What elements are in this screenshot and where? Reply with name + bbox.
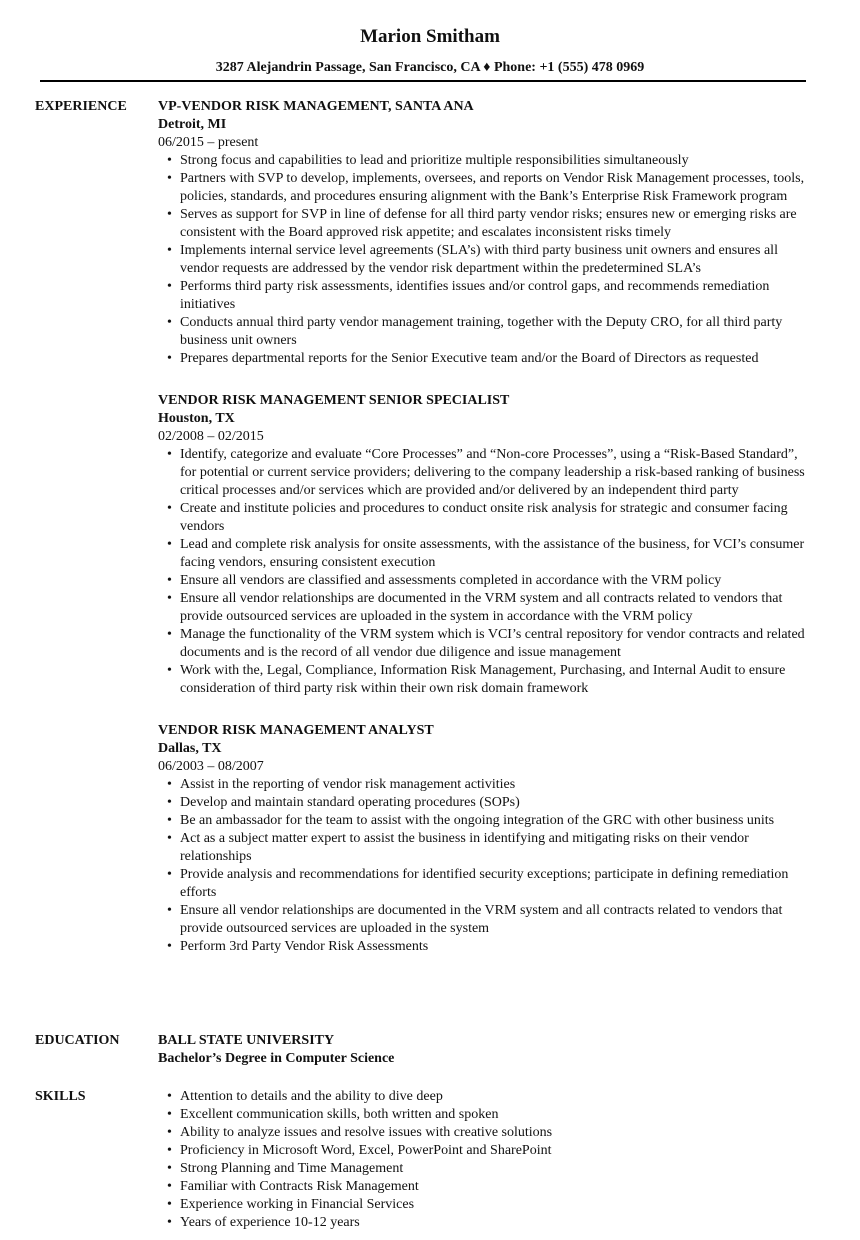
list-item: • Assist in the reporting of vendor risk management activities <box>158 776 813 794</box>
skill-item: • Experience working in Financial Services <box>158 1196 813 1214</box>
contact-line: 3287 Alejandrin Passage, San Francisco, CA ♦ Phone: +1 (555) 478 0969 <box>215 60 645 75</box>
education-section <box>35 1032 815 1068</box>
list-item: • Identify, categorize and evaluate “Core Processes” and “Non-core Processes”, using a “Risk-Based Standard”, for potential or current service providers; delivering to the company leadership a risk-based ranking of business critical processes and/or services which are provided and/or delivered by an independent third party <box>158 446 813 500</box>
list-item: • Ensure all vendor relationships are documented in the VRM system and all contracts related to vendors that provide outsourced services are uploaded in the system in accordance with the VRM policy <box>158 590 813 626</box>
list-item: • Prepares departmental reports for the Senior Executive team and/or the Board of Directors as requested <box>158 350 813 368</box>
list-item: • Lead and complete risk analysis for onsite assessments, with the assistance of the business, for VCI’s consumer facing vendors, ensuring consistent execution <box>158 536 813 572</box>
list-item: • Create and institute policies and procedures to conduct onsite risk analysis for strategic and consumer facing vendors <box>158 500 813 536</box>
job-location: Houston, TX <box>158 411 235 426</box>
list-item: • Work with the, Legal, Compliance, Information Risk Management, Purchasing, and Internal Audit to ensure consideration of third party risk within their own risk domain framework <box>158 662 813 698</box>
job-dates: 06/2015 – present <box>158 135 259 150</box>
skill-item: • Attention to details and the ability to dive deep <box>158 1088 813 1106</box>
job-dates: 06/2003 – 08/2007 <box>158 759 264 774</box>
list-item: • Ensure all vendors are classified and assessments completed in accordance with the VRM policy <box>158 572 813 590</box>
list-item: • Conducts annual third party vendor management training, together with the Deputy CRO, for all third party business unit owners <box>158 314 813 350</box>
job-title: VP-VENDOR RISK MANAGEMENT, SANTA ANA <box>158 99 474 114</box>
section-label: EXPERIENCE <box>35 99 127 114</box>
list-item: • Ensure all vendor relationships are documented in the VRM system and all contracts related to vendors that provide outsourced services are uploaded in the system <box>158 902 813 938</box>
list-item: • Serves as support for SVP in line of defense for all third party vendor risks; ensures new or emerging risks are consistent with the Board approved risk appetite; and escalates inconsistent risks timely <box>158 206 813 242</box>
skills-section <box>35 1088 815 1232</box>
list-item: • Develop and maintain standard operating procedures (SOPs) <box>158 794 813 812</box>
job-title: VENDOR RISK MANAGEMENT SENIOR SPECIALIST <box>158 393 510 408</box>
candidate-name: Marion Smitham <box>360 26 500 47</box>
job-bullets <box>158 446 813 698</box>
experience-section <box>35 98 815 980</box>
job-dates: 02/2008 – 02/2015 <box>158 429 264 444</box>
skill-item: • Proficiency in Microsoft Word, Excel, PowerPoint and SharePoint <box>158 1142 813 1160</box>
skill-item: • Years of experience 10-12 years <box>158 1214 813 1232</box>
list-item: • Manage the functionality of the VRM system which is VCI’s central repository for vendor contracts and related documents and is the record of all vendor due diligence and issue management <box>158 626 813 662</box>
skill-item: • Familiar with Contracts Risk Management <box>158 1178 813 1196</box>
job-location: Detroit, MI <box>158 117 227 132</box>
list-item: • Provide analysis and recommendations for identified security exceptions; participate in defining remediation efforts <box>158 866 813 902</box>
list-item: • Strong focus and capabilities to lead and prioritize multiple responsibilities simultaneously <box>158 152 813 170</box>
list-item: • Act as a subject matter expert to assist the business in identifying and mitigating risks on their vendor relationships <box>158 830 813 866</box>
school-name: BALL STATE UNIVERSITY <box>158 1033 335 1048</box>
list-item: • Be an ambassador for the team to assist with the ongoing integration of the GRC with other business units <box>158 812 813 830</box>
job-location: Dallas, TX <box>158 741 222 756</box>
skill-item: • Excellent communication skills, both written and spoken <box>158 1106 813 1124</box>
job-bullets <box>158 776 813 956</box>
list-item: • Perform 3rd Party Vendor Risk Assessments <box>158 938 813 956</box>
section-label: SKILLS <box>35 1089 86 1104</box>
skill-item: • Ability to analyze issues and resolve issues with creative solutions <box>158 1124 813 1142</box>
job-entry <box>158 722 813 956</box>
job-bullets <box>158 152 813 368</box>
section-label: EDUCATION <box>35 1033 120 1048</box>
skill-item: • Strong Planning and Time Management <box>158 1160 813 1178</box>
job-entry <box>158 98 813 368</box>
skills-list <box>158 1088 813 1232</box>
list-item: • Performs third party risk assessments, identifies issues and/or control gaps, and recommends remediation initiatives <box>158 278 813 314</box>
job-entry <box>158 392 813 698</box>
degree: Bachelor’s Degree in Computer Science <box>158 1051 395 1066</box>
job-list <box>158 98 813 956</box>
job-title: VENDOR RISK MANAGEMENT ANALYST <box>158 723 434 738</box>
list-item: • Implements internal service level agreements (SLA’s) with third party business unit owners and ensures all vendor requests are addressed by the vendor risk department within the predetermined SLA’s <box>158 242 813 278</box>
list-item: • Partners with SVP to develop, implements, oversees, and reports on Vendor Risk Management processes, tools, policies, standards, and procedures ensuring alignment with the Bank’s Enterprise Risk Framework program <box>158 170 813 206</box>
header-divider <box>40 80 806 82</box>
